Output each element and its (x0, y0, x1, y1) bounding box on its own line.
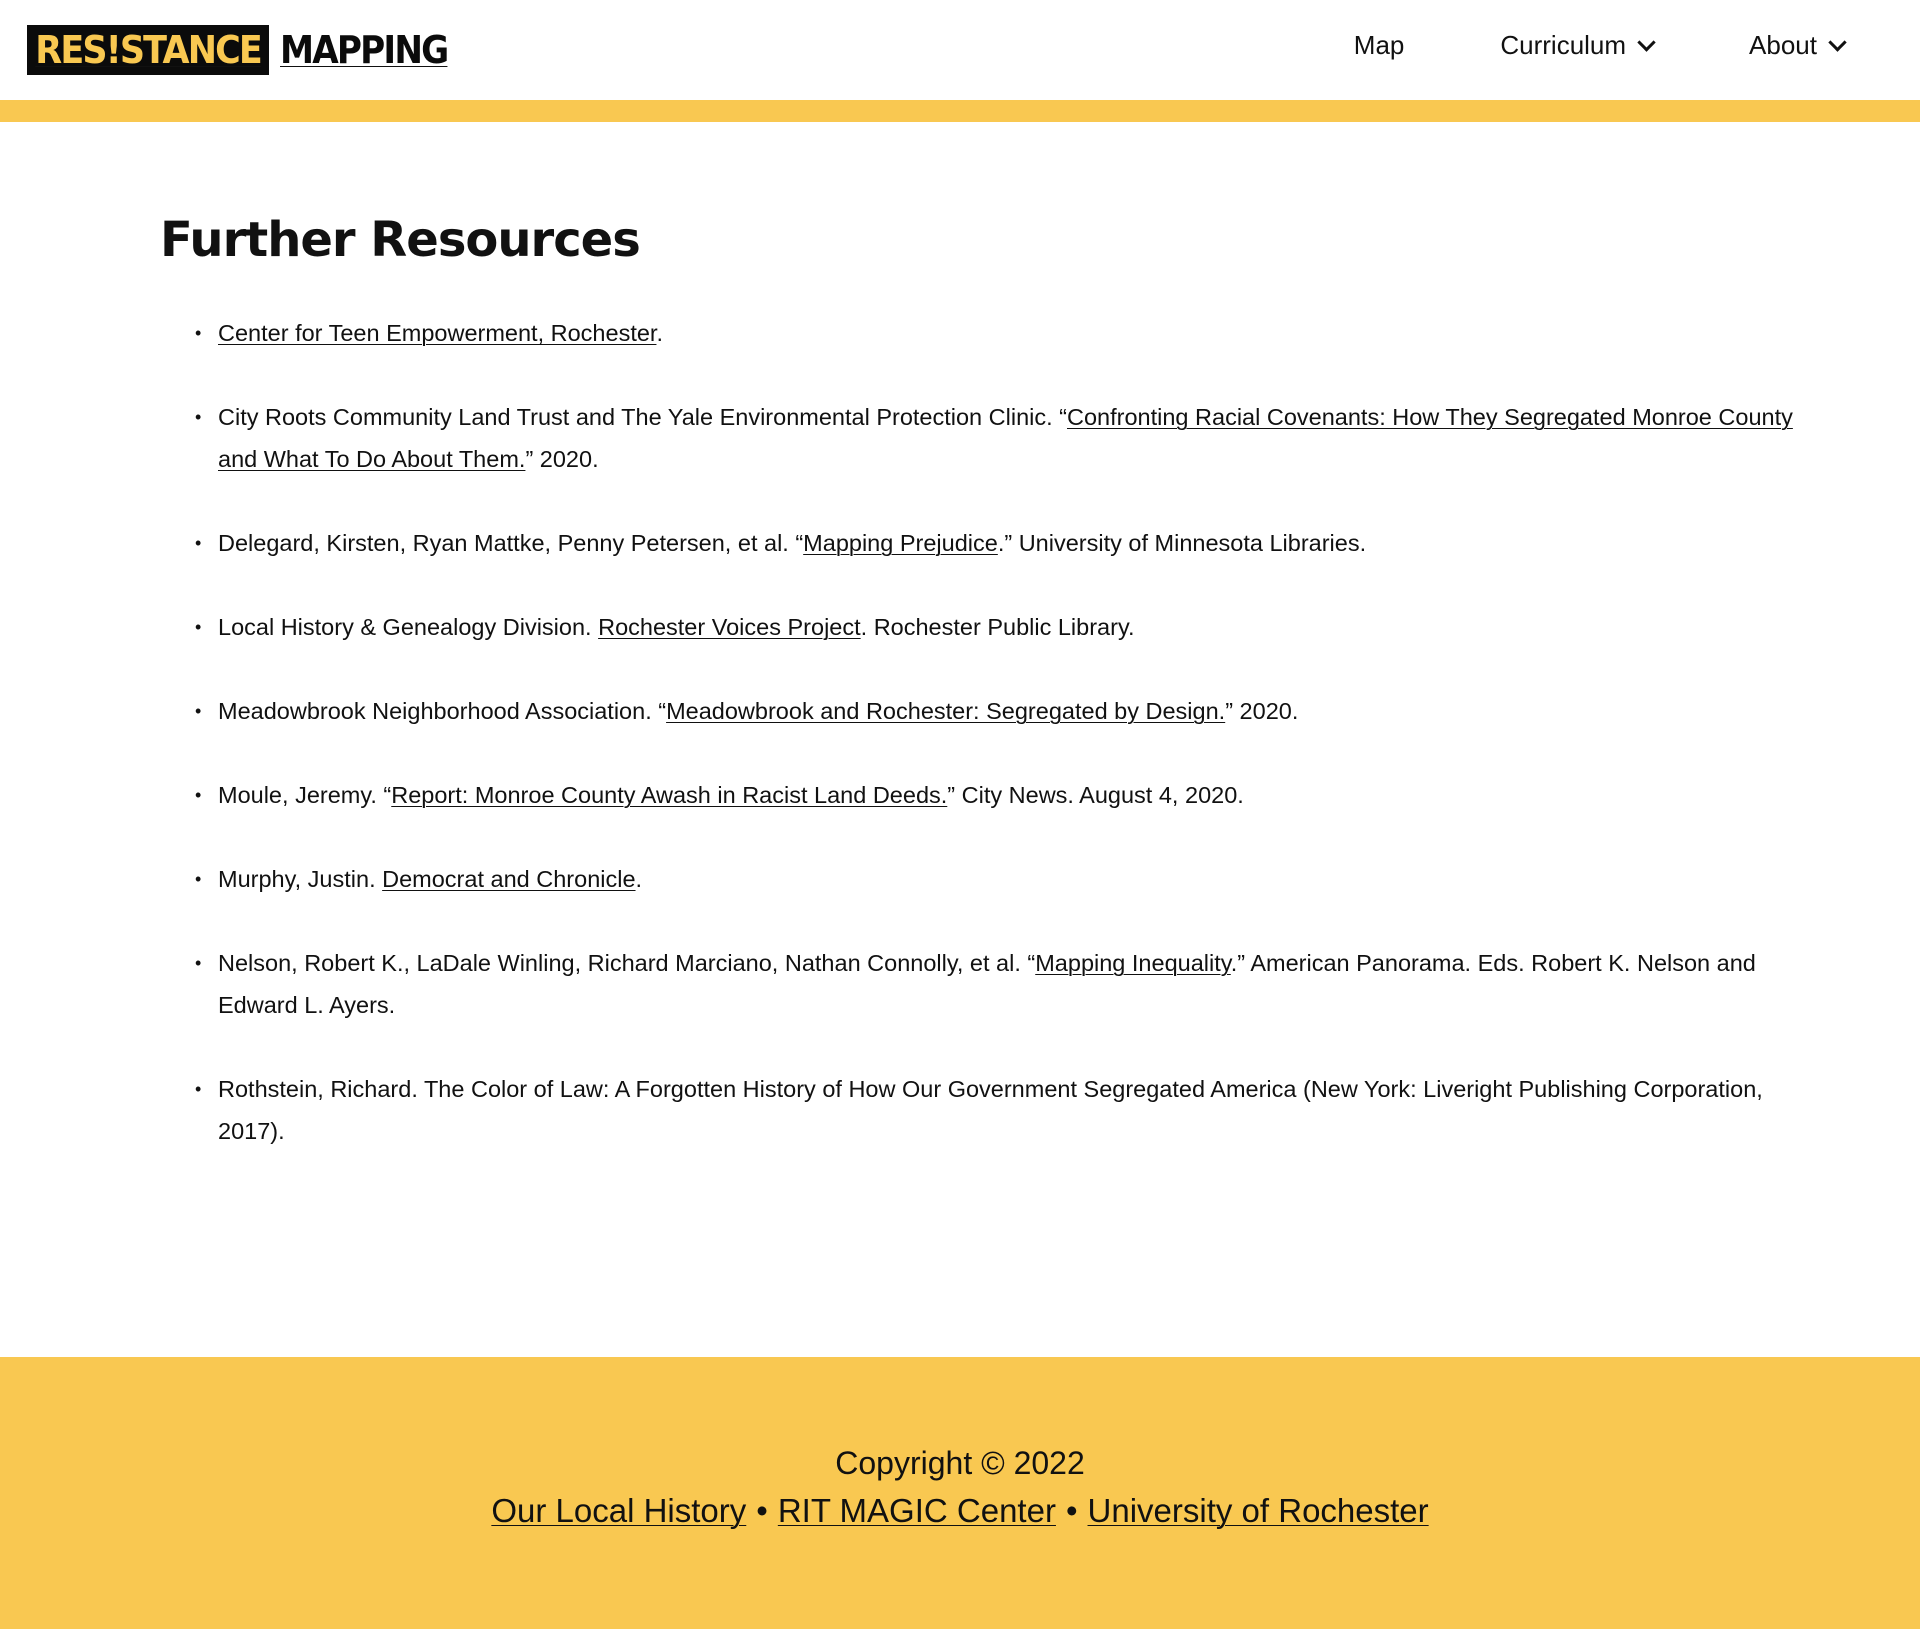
copyright-text: Copyright © 2022 (835, 1445, 1085, 1481)
item-pre: Meadowbrook Neighborhood Association. “ (218, 698, 667, 724)
resource-link[interactable]: Rochester Voices Project (598, 614, 861, 640)
item-pre: Moule, Jeremy. “ (218, 782, 392, 808)
item-post: . (656, 320, 663, 346)
item-post: . (635, 866, 643, 892)
item-post: ” 2020. (1225, 698, 1299, 724)
nav-about-label: About (1749, 30, 1817, 60)
main-content (0, 212, 1920, 1152)
list-item (218, 690, 1818, 732)
resource-link[interactable]: Mapping Inequality (1035, 950, 1231, 976)
item-post: ” City News. August 4, 2020. (947, 782, 1244, 808)
list-item (218, 606, 1818, 648)
footer-link-our-local-history[interactable]: Our Local History (491, 1492, 747, 1529)
resource-link[interactable]: Mapping Prejudice (803, 530, 998, 556)
nav-map[interactable] (1354, 30, 1405, 61)
chevron-down-icon (1828, 33, 1846, 51)
list-item (218, 774, 1818, 816)
site-footer (0, 1357, 1920, 1629)
resource-link[interactable]: Democrat and Chronicle (382, 866, 636, 892)
list-item (218, 522, 1818, 564)
item-post: ” 2020. (525, 446, 599, 472)
resource-link[interactable]: Meadowbrook and Rochester: Segregated by Design. (666, 698, 1226, 724)
item-pre: Murphy, Justin. (218, 866, 383, 892)
item-text: Rothstein, Richard. The Color of Law: A Forgotten History of How Our Government Segregated America (New York: Liveright Publishing Corporation, 2017). (218, 1076, 1763, 1144)
list-item (218, 396, 1818, 480)
footer-links (0, 1492, 1920, 1530)
resource-link[interactable]: Center for Teen Empowerment, Rochester (218, 320, 657, 346)
logo-resistance: RES!STANCE (27, 25, 269, 75)
list-item (218, 942, 1818, 1026)
resource-link[interactable]: Confronting Racial Covenants: How They Segregated Monroe County and What To Do About Them. (218, 404, 1793, 472)
site-logo[interactable] (27, 25, 466, 75)
resource-list (160, 312, 1818, 1152)
item-pre: Local History & Genealogy Division. (218, 614, 599, 640)
item-post: . Rochester Public Library. (860, 614, 1135, 640)
item-post: .” University of Minnesota Libraries. (997, 530, 1367, 556)
accent-bar (0, 100, 1920, 122)
page-title: Further Resources (160, 212, 640, 268)
item-pre: City Roots Community Land Trust and The Yale Environmental Protection Clinic. “ (218, 404, 1067, 430)
footer-separator: • (756, 1492, 768, 1529)
item-pre: Delegard, Kirsten, Ryan Mattke, Penny Petersen, et al. “ (218, 530, 804, 556)
nav-curriculum-label: Curriculum (1500, 30, 1627, 60)
main-nav (1354, 30, 1844, 61)
nav-map-label: Map (1353, 30, 1405, 60)
footer-link-rit-magic-center[interactable]: RIT MAGIC Center (777, 1492, 1056, 1529)
item-pre: Nelson, Robert K., LaDale Winling, Richard Marciano, Nathan Connolly, et al. “ (218, 950, 1036, 976)
item-post: .” American Panorama. Eds. Robert K. Nelson and Edward L. Ayers. (218, 950, 1756, 1018)
site-header (0, 0, 1920, 100)
logo-mapping: MAPPING (280, 28, 448, 72)
list-item (218, 312, 1818, 354)
footer-separator: • (1065, 1492, 1078, 1529)
chevron-down-icon (1637, 33, 1655, 51)
resource-link[interactable]: Report: Monroe County Awash in Racist Land Deeds. (391, 782, 948, 808)
nav-about[interactable] (1749, 30, 1844, 61)
footer-link-university-of-rochester[interactable]: University of Rochester (1087, 1492, 1429, 1529)
list-item (218, 858, 1818, 900)
nav-curriculum[interactable] (1500, 30, 1653, 61)
list-item (218, 1068, 1818, 1152)
